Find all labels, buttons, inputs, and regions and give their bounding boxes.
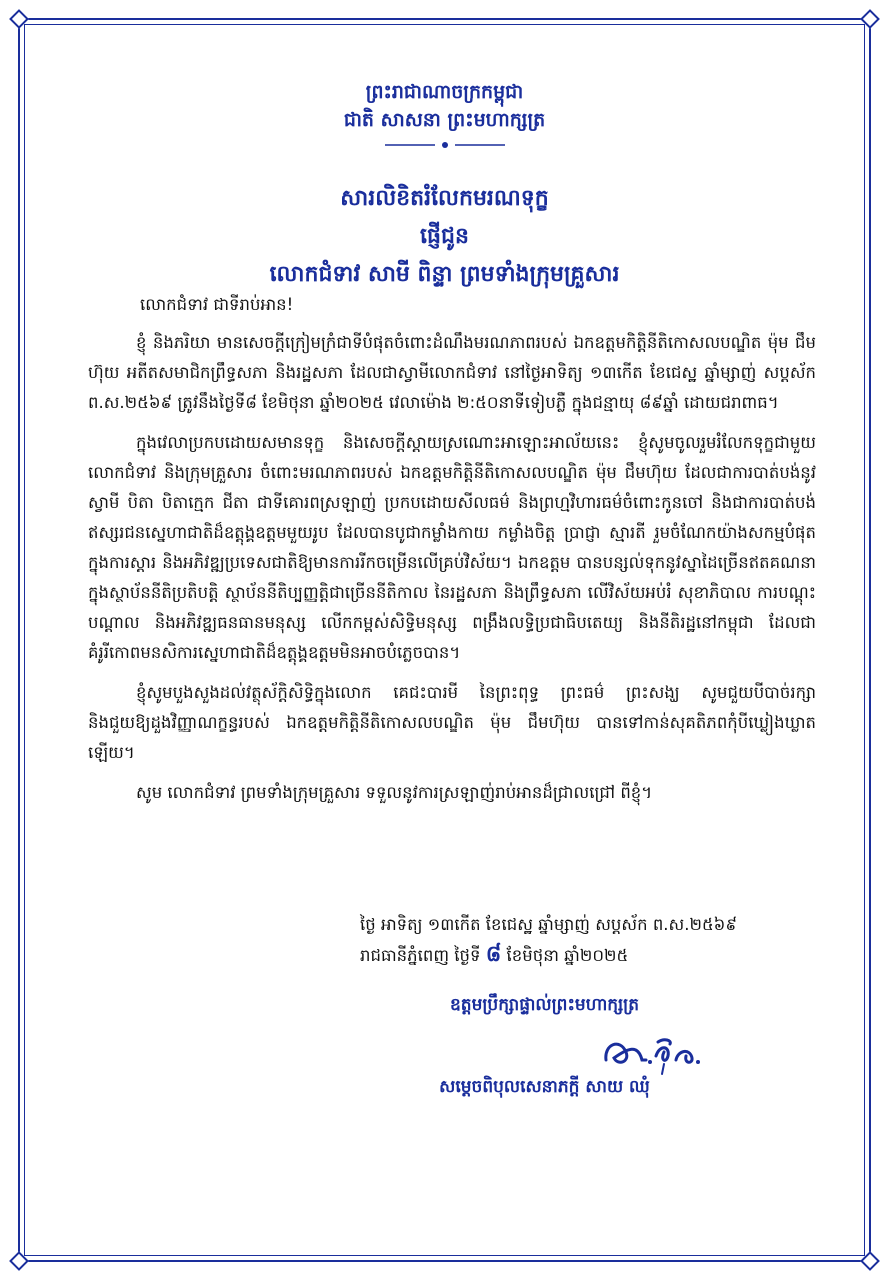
title-addressed-to: ផ្ញើជូន xyxy=(420,224,469,249)
salutation: លោកជំទាវ ជាទីរាប់អាន! xyxy=(140,295,294,314)
place-prefix: រាជធានីភ្នំពេញ ថ្ងៃទី xyxy=(360,946,481,965)
paragraph: ក្នុងវេលាប្រកបដោយសមានទុក្ខ និងសេចក្តីស្តាយស្រណោះអាឡោះអាល័យនេះ ខ្ញុំសូមចូលរួមរំលែកទុក្ខជាមួយលោកជំទាវ និងក្រុមគ្រួសារ ចំពោះមរណភាពរបស់ ឯកឧត្តមកិត្តិនីតិកោសលបណ្ឌិត ម៉ុម ជឹមហ៊ុយ ដែលជាការបាត់បង់នូវស្វាមី បិតា បិតាក្មេក ជីតា ជាទីគោរពស្រឡាញ់ ប្រកបដោយសីលធម៌ និងព្រហ្មវិហារធម៌ចំពោះកូនចៅ និងជាការបាត់បង់ឥស្សរជនស្នេហាជាតិដ៏ឧត្តុង្គឧត្តមមួយរូប ដែលបានបូជាកម្លាំងកាយ កម្លាំងចិត្ត ប្រាជ្ញា ស្មារតី រួមចំណែកយ៉ាងសកម្មបំផុតក្នុងការស្តារ និងអភិវឌ្ឍប្រទេសជាតិឱ្យមានការរីកចម្រើនលើគ្រប់វិស័យ។ ឯកឧត្តម បានបន្សល់ទុកនូវស្នាដៃច្រើនឥតគណនាក្នុងស្ថាប័ននីតិប្រតិបត្តិ ស្ថាប័ននីតិប្បញ្ញត្តិជាច្រើននីតិកាល នៃរដ្ឋសភា និងព្រឹទ្ធសភា លើវិស័យអប់រំ សុខាភិបាល ការបណ្តុះបណ្តាល និងអភិវឌ្ឍធនធានមនុស្ស លើកកម្ពស់សិទ្ធិមនុស្ស ពង្រឹងលទ្ធិប្រជាធិបតេយ្យ និងនីតិរដ្ឋនៅកម្ពុជា ដែលជាគំរូរីកោពមនសិការស្នេហាជាតិដ៏ឧត្តុង្គឧត្តមមិនអាចបំភ្លេចបាន។ xyxy=(88,433,816,662)
kingdom-name: ព្រះរាជាណាចក្រកម្ពុជា xyxy=(365,81,524,103)
handwritten-day: ៨ xyxy=(485,942,502,967)
paragraph: ខ្ញុំសូមបួងសួងដល់វត្ថុស័ក្តិសិទ្ធិក្នុងលោក គេជះបារមី នៃព្រះពុទ្ធ ព្រះធម៌ ព្រះសង្ឃ សូមជួយបីបាច់រក្សា និងជួយឱ្យដួងវិញ្ញាណក្ខន្ធរបស់ ឯកឧត្តមកិត្តិនីតិកោសលបណ្ឌិត ម៉ុម ជឹមហ៊ុយ បានទៅកាន់សុគតិភពកុំបីឃ្លៀងឃ្លាតឡើយ។ xyxy=(88,683,816,762)
signer-name: សម្តេចពិបុលសេនាភក្តី សាយ ឈុំ xyxy=(439,1077,650,1097)
title-recipient: លោកជំទាវ សាមី ពិន្ទា ព្រមទាំងក្រុមគ្រួសារ xyxy=(269,262,620,287)
paragraph: ខ្ញុំ និងភរិយា មានសេចក្តីក្រៀមក្រំជាទីបំផុតចំពោះដំណឹងមរណភាពរបស់ ឯកឧត្តមកិត្តិនីតិកោសលបណ្ឌិត ម៉ុម ជឹមហ៊ុយ អតីតសមាជិកព្រឹទ្ធសភា និងរដ្ឋសភា ដែលជាស្វាមីលោកជំទាវ នៅថ្ងៃអាទិត្យ ១៣កើត ខែជេស្ឋ ឆ្នាំម្សាញ់ សប្តស័ក ព.ស.២៥៦៩ ត្រូវនឹងថ្ងៃទី៨ ខែមិថុនា ឆ្នាំ២០២៥ វេលាម៉ោង ២:៥០នាទីទៀបភ្លឺ ក្នុងជន្មាយុ ៨៩ឆ្នាំ ដោយជរាពាធ។ xyxy=(88,333,816,412)
title-condolence: សារលិខិតរំលែកមរណទុក្ខ xyxy=(340,186,549,211)
closing-line: សូម លោកជំទាវ ព្រមទាំងក្រុមគ្រួសារ ទទួលនូវការស្រឡាញ់រាប់អានដ៏ជ្រាលជ្រៅ ពីខ្ញុំ។ xyxy=(136,783,653,802)
header-ornament-icon xyxy=(385,140,505,148)
letter-body xyxy=(88,290,816,808)
month-year: ខែមិថុនា ឆ្នាំ២០២៥ xyxy=(506,946,629,965)
signer-office: ឧត្តមប្រឹក្សាផ្ទាល់ព្រះមហាក្សត្រ xyxy=(449,995,639,1015)
letter-header xyxy=(0,78,889,148)
date-block xyxy=(360,910,840,971)
letter-title xyxy=(0,180,889,294)
lunar-date: ថ្ងៃ អាទិត្យ ១៣កើត ខែជេស្ឋ ឆ្នាំម្សាញ់ សប្តស័ក ព.ស.២៥៦៩ xyxy=(360,915,738,934)
solar-date xyxy=(360,940,840,971)
national-motto: ជាតិ សាសនា ព្រះមហាក្សត្រ xyxy=(343,109,546,131)
